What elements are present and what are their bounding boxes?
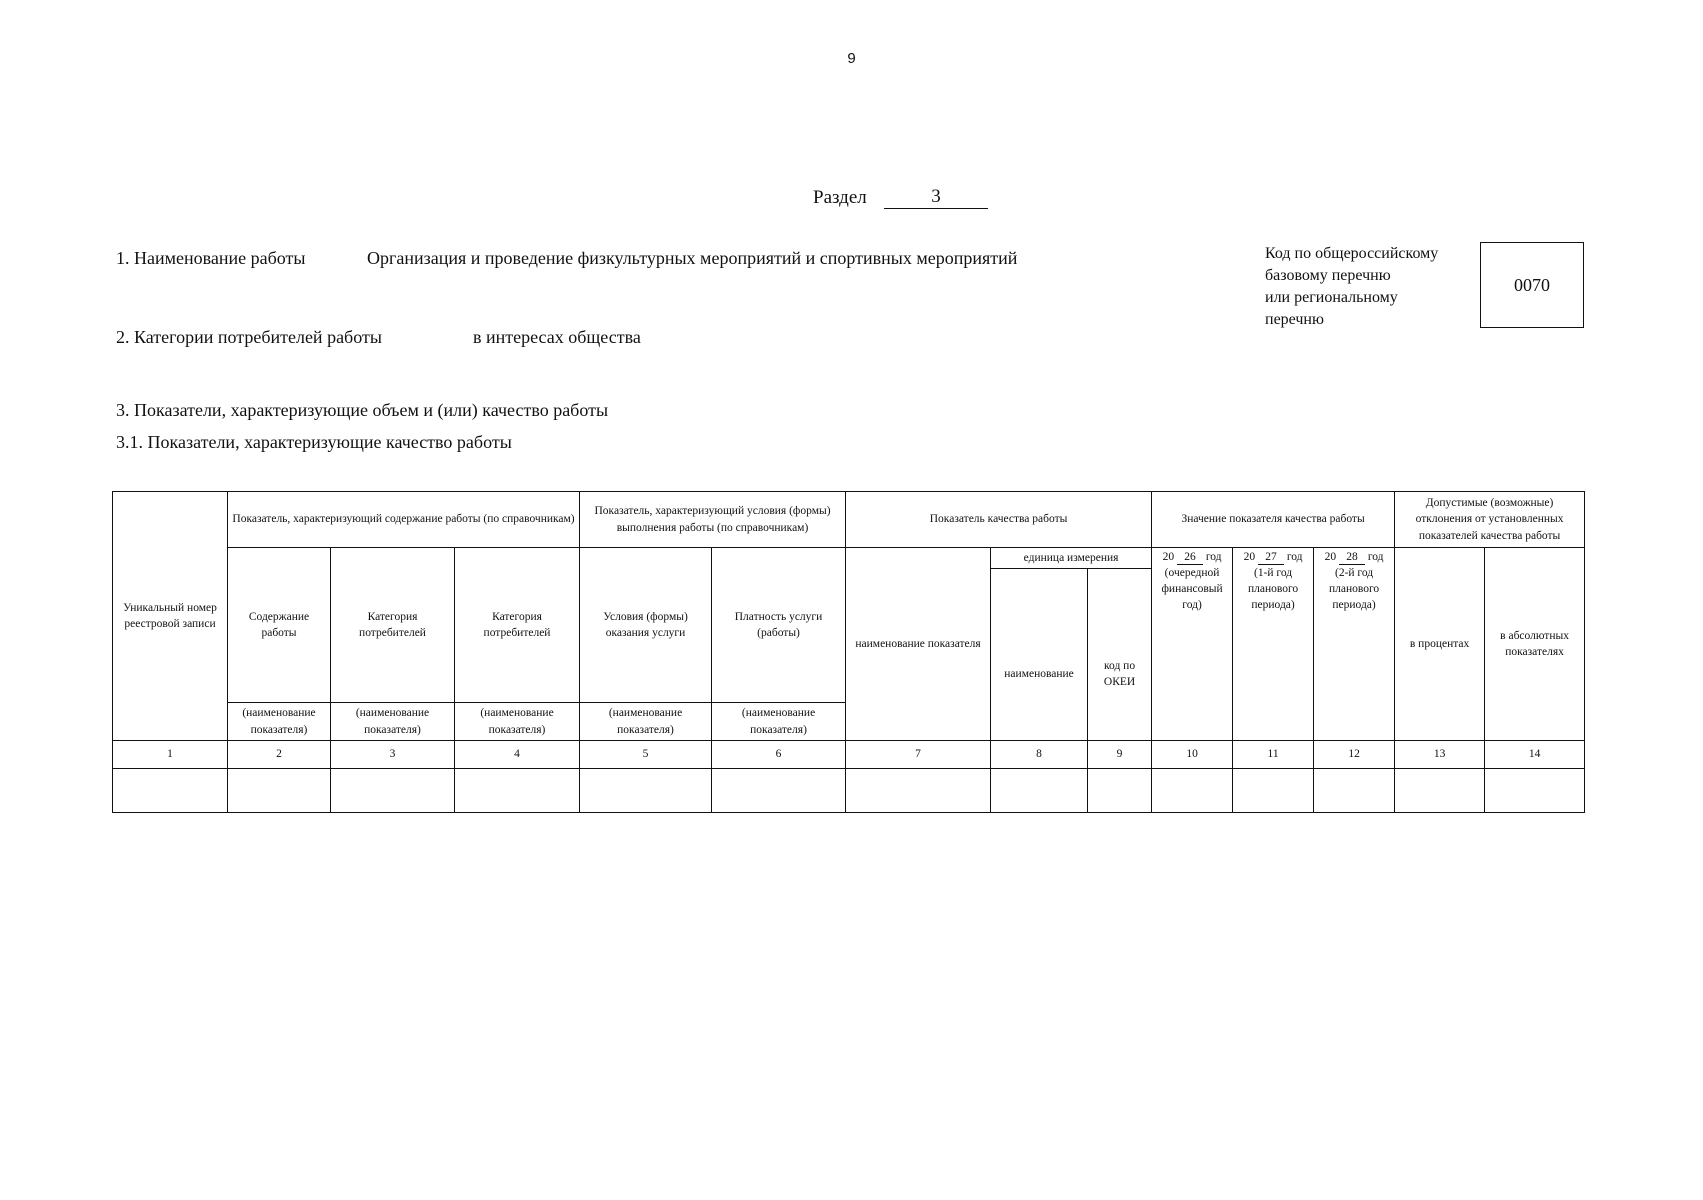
column-number: 12: [1314, 741, 1395, 769]
section-label: Раздел: [813, 187, 867, 208]
year-line: 20 26 год: [1162, 551, 1222, 563]
empty-cell: [991, 769, 1088, 813]
year-value: 28: [1339, 551, 1365, 565]
heading-3: 3. Показатели, характеризующие объем и (или) качество работы: [116, 400, 609, 420]
quality-indicators-table: [112, 491, 1585, 813]
indicator-name-note: (наименование показателя): [228, 703, 331, 741]
column-number: 14: [1485, 741, 1585, 769]
indicator-name-note: (наименование показателя): [712, 703, 846, 741]
code-label: [1265, 243, 1438, 331]
indicator-name-note: (наименование показателя): [455, 703, 580, 741]
header-col5: Условия (формы) оказания услуги: [580, 548, 712, 703]
empty-cell: [331, 769, 455, 813]
code-label-line: базовому перечню: [1265, 267, 1391, 284]
header-col13: в процентах: [1395, 548, 1485, 741]
header-content-group: Показатель, характеризующий содержание работы (по справочникам): [228, 492, 580, 548]
header-deviation-group: Допустимые (возможные) отклонения от установленных показателей качества работы: [1395, 492, 1585, 548]
column-number: 8: [991, 741, 1088, 769]
header-col7: наименование показателя: [846, 548, 991, 741]
header-col14: в абсолютных показателях: [1485, 548, 1585, 741]
consumers-value: в интересах общества: [473, 327, 641, 347]
header-col6: Платность услуги (работы): [712, 548, 846, 703]
column-number: 6: [712, 741, 846, 769]
header-unique-number: Уникальный номер реестровой записи: [113, 492, 228, 741]
column-number: 9: [1088, 741, 1152, 769]
column-number: 1: [113, 741, 228, 769]
header-quality-group: Показатель качества работы: [846, 492, 1152, 548]
work-name-value: Организация и проведение физкультурных мероприятий и спортивных мероприятий: [367, 248, 1018, 268]
header-col3: Категория потребителей: [331, 548, 455, 703]
empty-cell: [113, 769, 228, 813]
header-col2: Содержание работы: [228, 548, 331, 703]
column-number-row: [113, 741, 1585, 769]
header-col8: наименование: [991, 569, 1088, 741]
empty-cell: [455, 769, 580, 813]
year-description: (2-й год планового периода): [1328, 567, 1380, 612]
header-col9: код по ОКЕИ: [1088, 569, 1152, 741]
empty-cell: [1088, 769, 1152, 813]
column-number: 3: [331, 741, 455, 769]
code-label-line: или региональному: [1265, 289, 1398, 306]
column-number: 11: [1233, 741, 1314, 769]
header-conditions-group: Показатель, характеризующий условия (формы) выполнения работы (по справочникам): [580, 492, 846, 548]
year-description: (1-й год планового периода): [1247, 567, 1299, 612]
section-number: 3: [884, 186, 988, 209]
indicator-name-note: (наименование показателя): [580, 703, 712, 741]
empty-cell: [1485, 769, 1585, 813]
empty-cell: [1152, 769, 1233, 813]
header-unit-group: единица измерения: [991, 548, 1152, 569]
empty-cell: [580, 769, 712, 813]
header-col11: [1233, 548, 1314, 741]
empty-cell: [1233, 769, 1314, 813]
header-col4: Категория потребителей: [455, 548, 580, 703]
column-number: 13: [1395, 741, 1485, 769]
indicator-name-note: (наименование показателя): [331, 703, 455, 741]
empty-cell: [1395, 769, 1485, 813]
year-value: 26: [1177, 551, 1203, 565]
heading-3-1: 3.1. Показатели, характеризующие качество работы: [116, 432, 512, 452]
code-box: [1480, 242, 1584, 328]
column-number: 4: [455, 741, 580, 769]
page-number: 9: [847, 50, 856, 67]
code-value: 0070: [1514, 274, 1550, 295]
year-description: (очередной финансовый год): [1161, 567, 1223, 612]
empty-cell: [228, 769, 331, 813]
column-number: 7: [846, 741, 991, 769]
header-value-group: Значение показателя качества работы: [1152, 492, 1395, 548]
year-value: 27: [1258, 551, 1284, 565]
empty-cell: [712, 769, 846, 813]
work-name-label: 1. Наименование работы: [116, 248, 306, 268]
column-number: 2: [228, 741, 331, 769]
code-label-line: Код по общероссийскому: [1265, 245, 1439, 262]
empty-cell: [846, 769, 991, 813]
consumers-label: 2. Категории потребителей работы: [116, 327, 382, 347]
code-label-line: перечню: [1265, 311, 1324, 328]
year-line: 20 28 год: [1324, 551, 1384, 563]
table-row: [113, 769, 1585, 813]
empty-cell: [1314, 769, 1395, 813]
year-line: 20 27 год: [1243, 551, 1303, 563]
column-number: 10: [1152, 741, 1233, 769]
header-col10: [1152, 548, 1233, 741]
header-col12: [1314, 548, 1395, 741]
column-number: 5: [580, 741, 712, 769]
